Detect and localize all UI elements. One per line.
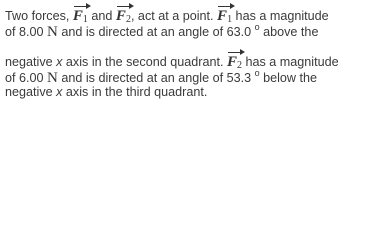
text: and [87,9,116,23]
vector-subscript: 1 [82,14,88,25]
degree-symbol: o [254,68,260,78]
text: axis in the third quadrant. [62,85,208,99]
degree-symbol: o [254,22,260,32]
unit-newton: N [47,70,58,86]
problem-line-4 [5,68,318,86]
x-variable: x [56,85,63,99]
text: axis in the second quadrant. [62,55,227,69]
problem-line-1 [5,9,329,23]
text: has a magnitude [232,9,329,23]
text: and is directed at an angle of 53.3 [57,71,255,85]
vector-symbol: F [226,54,237,70]
problem-statement [0,0,371,106]
x-variable: x [56,55,63,69]
unit-newton: N [47,24,58,40]
vector-symbol: F [72,8,83,24]
vector-subscript: 1 [227,14,233,25]
text: negative [5,85,57,99]
text: has a magnitude [241,55,339,69]
vector-symbol: F [217,8,228,24]
vector-subscript: 2 [125,14,131,25]
vector-f1 [73,9,88,23]
text: of 8.00 [5,25,48,39]
text: , act at a point. [130,9,218,23]
vector-f1 [217,9,232,23]
text: above the [259,25,319,39]
text: below the [259,71,318,85]
text: and is directed at an angle of 63.0 [57,25,255,39]
text: of 6.00 [5,71,48,85]
problem-line-2 [5,22,319,40]
text: Two forces, [5,9,73,23]
problem-line-3 [5,55,339,69]
vector-f2 [227,55,242,69]
problem-line-5 [5,85,207,99]
vector-f2 [116,9,131,23]
text: negative [5,55,57,69]
vector-symbol: F [115,8,126,24]
vector-subscript: 2 [236,60,242,71]
